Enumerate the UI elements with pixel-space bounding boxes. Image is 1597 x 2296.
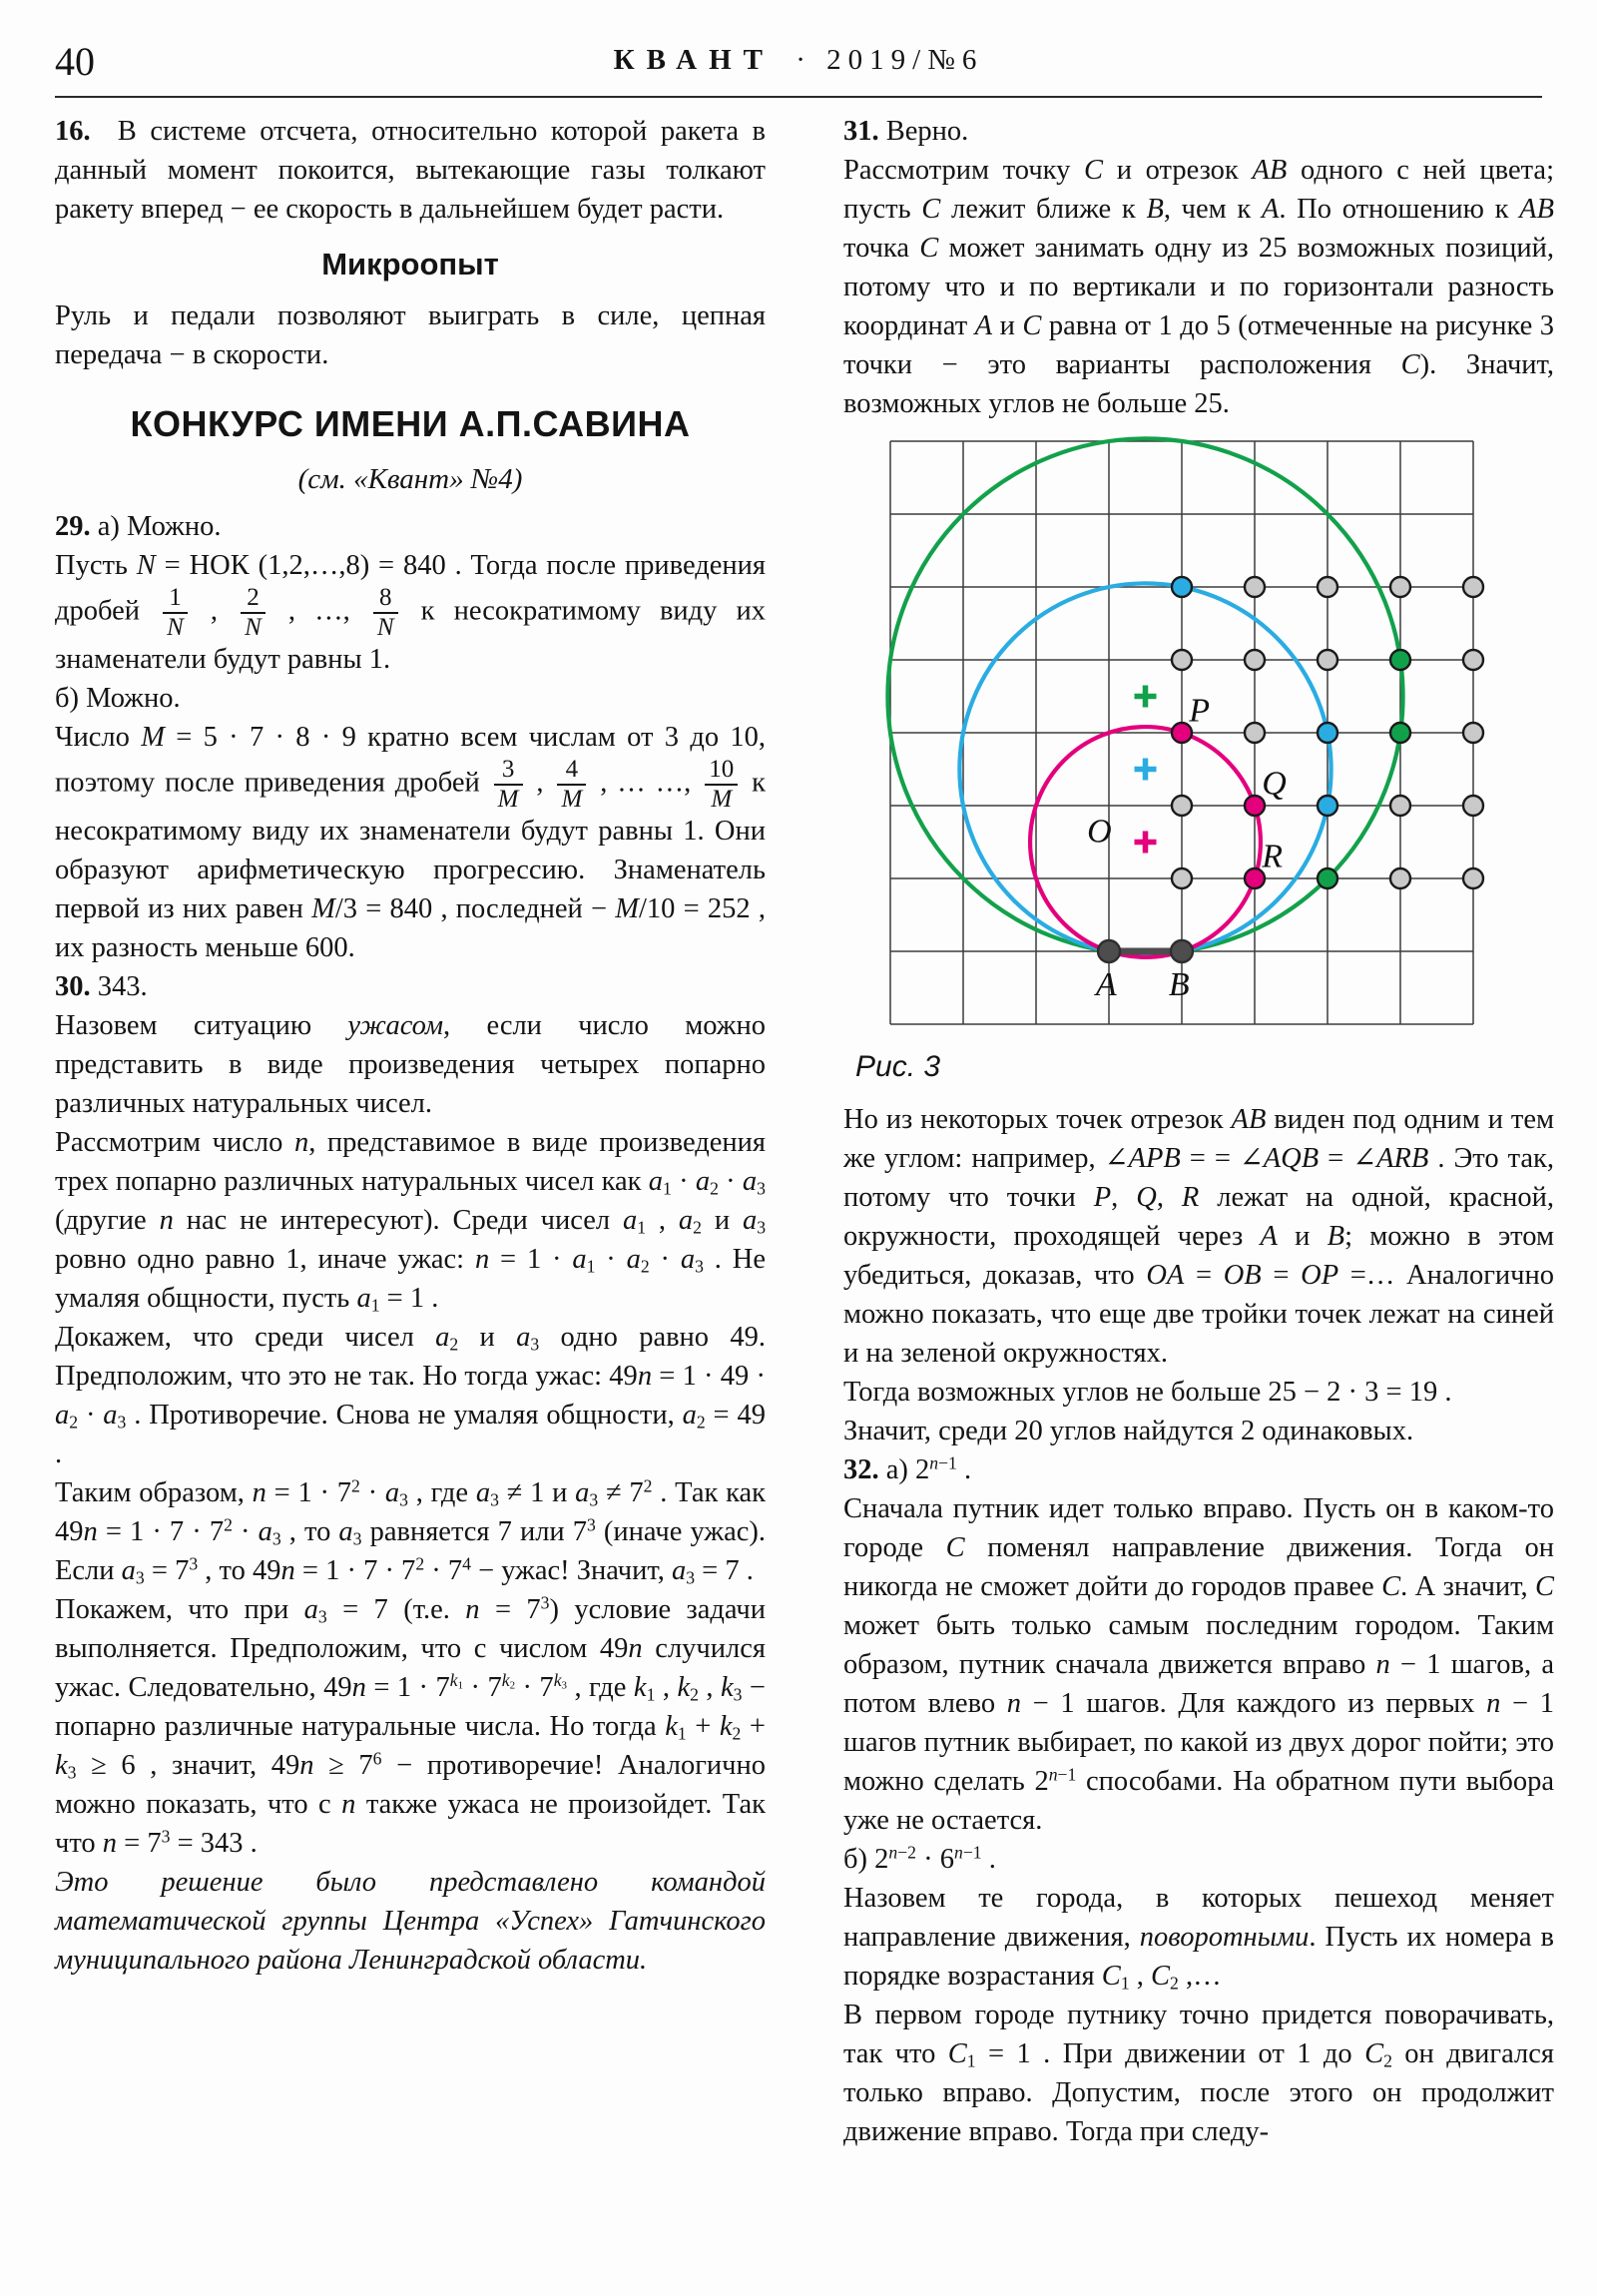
paragraph: Таким образом, $n = 1 \cdot 7^2 \cdot a_3$ , где $a_3 \ne 1$ и $a_3 \ne 7^2$ . Так как $49n = 1 \cdot 7 \cdot 7^2 \cdot a_3$ , то $a_3$ равняется 7 или $7^3$ (иначе ужас). Если $a_3 = 7^3$ , то $49n = 1 \cdot 7 \cdot 7^2 \cdot 7^4$ − ужас! Значит, $a_3 = 7$ . [55, 1475, 767, 1588]
point-label-Q: Q [1262, 765, 1287, 803]
paragraph-32: 32. а) $2^{n-1}$ . [843, 1452, 972, 1485]
paragraph: В первом городе путнику точно придется поворачивать, так что $C_1 = 1$ . При движении от 1 до $C_2$ он двигался только вправо. Допустим, после этого он продолжит движение вправо. Тогда при следу- [843, 2000, 1554, 2147]
lattice-dot-gray [1172, 796, 1192, 816]
paragraph-micro: Руль и педали позволяют выиграть в силе, цепная передача − в скорости. [55, 300, 766, 370]
lattice-dot-dark [1171, 940, 1193, 962]
journal-separator: · [796, 44, 805, 76]
lattice-dot-blue [1172, 577, 1192, 597]
paragraph: Значит, среди 20 углов найдутся 2 одинаковых. [843, 1416, 1414, 1446]
paragraph: Рассмотрим точку C и отрезок AB одного с ней цвета; пусть C лежит ближе к B, чем к A. По отношению к AB точка C может занимать одну из 25 возможных позиций, потому что и по вертикали и по горизонтали разность координат A и C равна от 1 до 5 (отмеченные на рисунке 3 точки − это варианты расположения C). Значит, возможных углов не больше 25. [843, 155, 1554, 419]
paragraph: Покажем, что при $a_3 = 7$ (т.е. $n = 7^3$) условие задачи выполняется. Предположим, что с числом 49n случился ужас. Следовательно, $49n = 1 \cdot 7^{k_1} \cdot 7^{k_2} \cdot 7^{k_3}$ , где $k_1$ , $k_2$ , $k_3$ − попарно различные натуральные числа. Но тогда $k_1 + k_2 + k_3 \ge 6$ , значит, $49n \ge 7^6$ − противоречие! Аналогично можно показать, что с n также ужаса не произойдет. Так что $n = 7^3 = 343$ . [55, 1592, 767, 1859]
figure-caption: Рис. 3 [855, 1050, 941, 1083]
journal-issue: 2019/№6 [826, 44, 984, 76]
point-label-R: R [1262, 838, 1284, 875]
lattice-dot-blue [1318, 796, 1337, 816]
lattice-dot-gray [1463, 723, 1483, 743]
paragraph: Рассмотрим число n, представимое в виде произведения трех попарно различных натуральных чисел как $a_1 \cdot a_2 \cdot a_3$ (другие n нас не интересуют). Среди чисел $a_1$ , $a_2$ и $a_3$ ровно одно равно 1, иначе ужас: $n = 1 \cdot a_1 \cdot a_2 \cdot a_3$ . Не умаляя общности, пусть $a_1 = 1$ . [55, 1127, 767, 1316]
header-rule [55, 96, 1542, 98]
journal-name: КВАНТ [613, 44, 775, 76]
paragraph-31: 31. Верно. [843, 116, 969, 147]
page-number: 40 [55, 39, 95, 84]
paragraph: 30. 343. [55, 971, 148, 1002]
lattice-dot-gray [1318, 650, 1337, 670]
paragraph: Назовем ситуацию ужасом, если число можно представить в виде произведения четырех попарно различных натуральных чисел. [55, 1010, 766, 1119]
right-column [843, 112, 1554, 2151]
point-label-P: P [1189, 692, 1211, 730]
point-label-O: O [1087, 813, 1112, 851]
paragraph-16: 16. В системе отсчета, относительно которой ракета в данный момент покоится, вытекающие газы толкают ракету вперед − ее скорость в дальнейшем будет расти. [55, 116, 766, 225]
lattice-dot-gray [1245, 723, 1265, 743]
lattice-dot-gray [1172, 868, 1192, 888]
point-label-A: A [1095, 965, 1117, 1003]
lattice-dot-green [1390, 650, 1410, 670]
lattice-dot-blue [1318, 723, 1337, 743]
paragraph: Пусть N = НОК (1,2,…,8) = 840 . Тогда после приведения дробей $\frac{1}{N}$ , $\frac{2}{N}$ , …, $\frac{8}{N}$ к несократимому виду их знаменатели будут равны 1. [55, 550, 767, 675]
point-label-B: B [1168, 965, 1190, 1003]
lattice-dot-gray [1390, 868, 1410, 888]
paragraph: 29. а) Можно. [55, 511, 222, 542]
lattice-circles-figure [880, 433, 1499, 1032]
left-column [55, 112, 766, 1980]
lattice-dot-dark [1098, 940, 1120, 962]
paragraph: б) $2^{n-2} \cdot 6^{n-1}$ . [843, 1842, 996, 1875]
section-title-microopyt: Микроопыт [321, 247, 499, 282]
section-title-contest: КОНКУРС ИМЕНИ А.П.САВИНА [130, 403, 691, 444]
lattice-dot-gray [1463, 796, 1483, 816]
lattice-dot-green [1390, 723, 1410, 743]
lattice-dot-gray [1245, 650, 1265, 670]
lattice-dot-green [1318, 868, 1337, 888]
lattice-dot-gray [1390, 577, 1410, 597]
lattice-dot-gray [1463, 650, 1483, 670]
lattice-dot-gray [1390, 796, 1410, 816]
lattice-dot-gray [1245, 577, 1265, 597]
page-header [55, 30, 1542, 92]
journal-title-line [55, 44, 1542, 77]
paragraph: Докажем, что среди чисел $a_2$ и $a_3$ одно равно 49. Предположим, что это не так. Но тогда ужас: $49n = 1 \cdot 49 \cdot a_2 \cdot a_3$ . Противоречие. Снова не умаляя общности, $a_2 = 49$ . [55, 1322, 766, 1469]
lattice-dot-gray [1463, 577, 1483, 597]
paragraph: Тогда возможных углов не больше 25 − 2 · 3 = 19 . [843, 1377, 1452, 1408]
lattice-dot-gray [1318, 577, 1337, 597]
figure-3 [880, 433, 1554, 1043]
lattice-dot-gray [1463, 868, 1483, 888]
paragraph: Назовем те города, в которых пешеход меняет направление движения, поворотными. Пусть их номера в порядке возрастания $C_1$ , $C_2$ ,… [843, 1883, 1554, 1994]
paragraph: б) Можно. [55, 683, 181, 714]
contest-subtitle: (см. «Квант» №4) [297, 463, 523, 495]
paragraph: Число M = 5 · 7 · 8 · 9 кратно всем числам от 3 до 10, поэтому после приведения дробей $\frac{3}{M}$ , $\frac{4}{M}$ , … …, $\frac{10}{M}$ к несократимому виду их знаменатели будут равны 1. Они образуют арифметическую прогрессию. Знаменатель первой из них равен M/3 = 840 , последней − M/10 = 252 , их разность меньше 600. [55, 722, 766, 963]
lattice-dot-gray [1172, 650, 1192, 670]
paragraph: Сначала путник идет только вправо. Пусть он в каком-то городе C поменял направление движения. Тогда он никогда не сможет дойти до городов правее C. А значит, C может быть только самым последним городом. Таким образом, путник сначала движется вправо n − 1 шагов, а потом влево n − 1 шагов. Для каждого из первых n − 1 шагов путник выбирает, по какой из двух дорог пойти; это можно сделать $2^{n-1}$ способами. На обратном пути выбора уже не остается. [843, 1493, 1555, 1836]
credit-paragraph: Это решение было представлено командой математической группы Центра «Успех» Гатчинского муниципального района Ленинградской области. [55, 1867, 766, 1976]
paragraph: Но из некоторых точек отрезок AB виден под одним и тем же углом: например, ∠APB = = ∠AQB = ∠ARB . Это так, потому что точки P, Q, R лежат на одной, красной, окружности, проходящей через A и B; можно в этом убедиться, доказав, что OA = OB = OP =… Аналогично можно показать, что еще две тройки точек лежат на синей и на зеленой окружностях. [843, 1104, 1555, 1369]
